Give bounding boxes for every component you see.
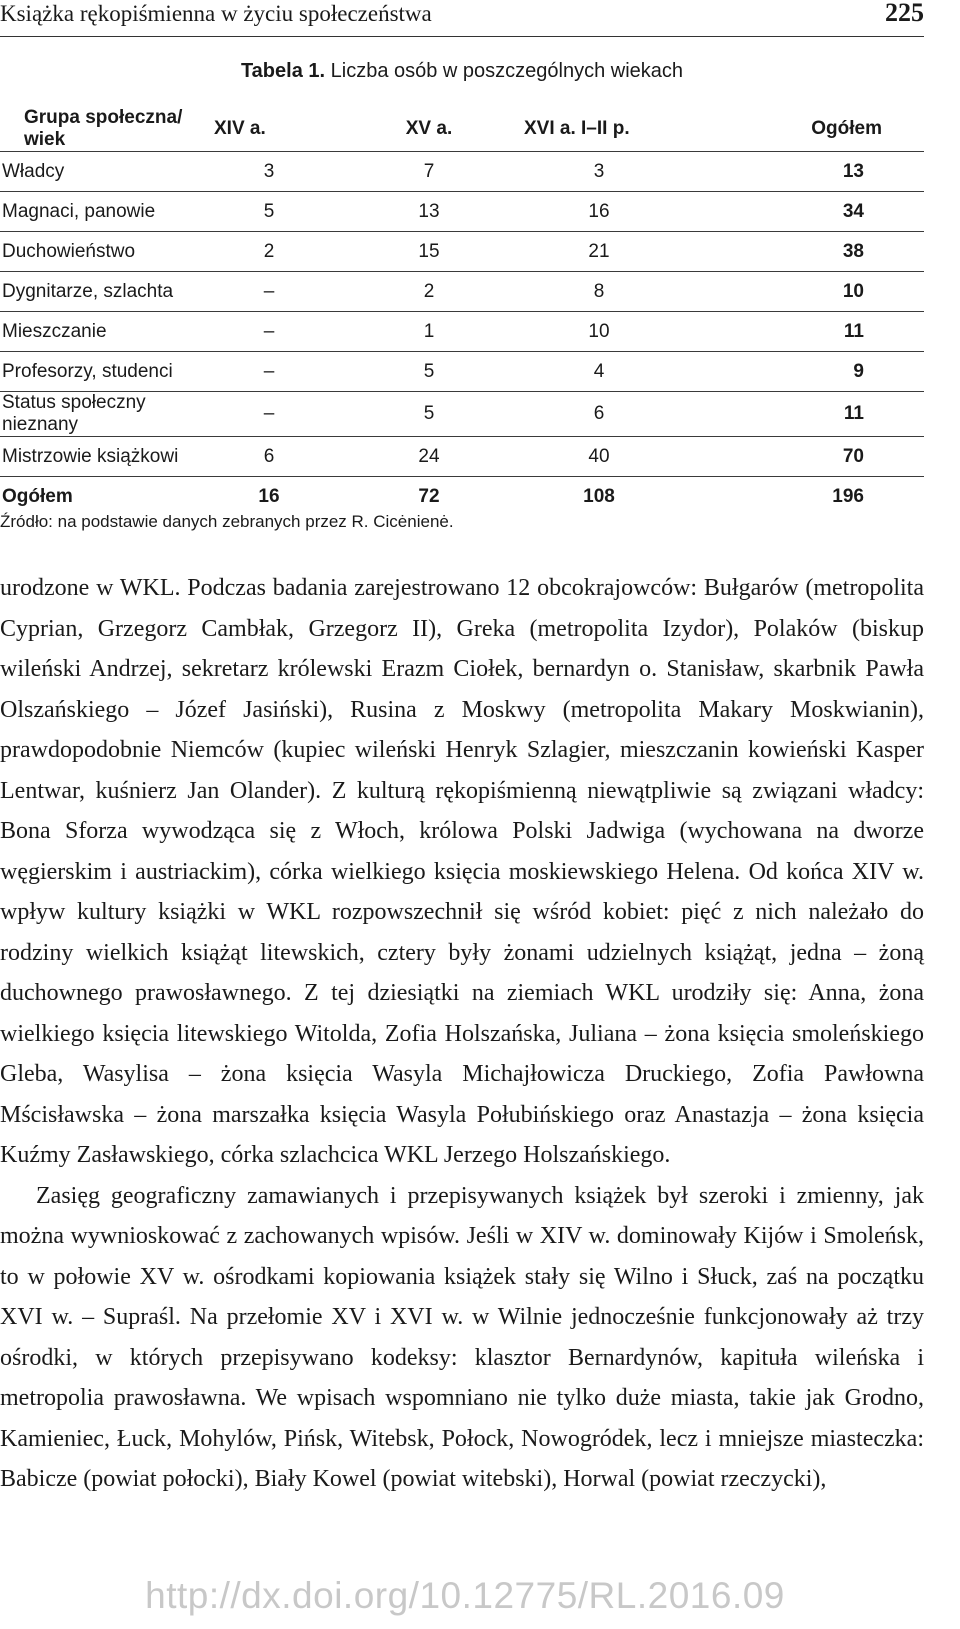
data-table <box>0 107 924 516</box>
table-cell: 40 <box>514 437 684 477</box>
table-cell: 16 <box>258 485 280 507</box>
running-title: Książka rękopiśmienna w życiu społeczeństwa <box>0 1 432 26</box>
table-cell: 5 <box>344 392 514 437</box>
table-cell: 13 <box>344 192 514 232</box>
table-cell: Ogółem <box>2 485 73 507</box>
column-header: XV a. <box>344 107 514 152</box>
table-cell: – <box>194 392 344 437</box>
table-row <box>0 272 924 312</box>
table-cell: 11 <box>684 312 924 352</box>
paragraph: Zasięg geograficzny zamawianych i przepisywanych książek był szeroki i zmienny, jak można wywnioskować z zachowanych wpisów. Jeśli w XIV w. dominowały Kijów i Smoleńsk, to w połowie XV w. ośrodkami kopiowania książek stały się Wilno i Słuck, zaś na początku XVI w. – Supraśl. Na przełomie XV i XVI w. w Wilnie jednocześnie funkcjonowały aż trzy ośrodki, w których przepisywano kodeksy: klasztor Bernardynów, kapituła wileńska i metropolia prawosławna. We wpisach wspomniano nie tylko duże miasta, takie jak Grodno, Kamieniec, Łuck, Mohylów, Pińsk, Witebsk, Połock, Nowogródek, lecz i mniejsze miasteczka: Babicze (powiat połocki), Biały Kowel (powiat witebski), Horwal (powiat rzeczycki), <box>0 1182 924 1492</box>
table-cell: Magnaci, panowie <box>0 192 194 232</box>
column-header: Grupa społeczna/ wiek <box>0 107 194 152</box>
table-cell: Mieszczanie <box>0 312 194 352</box>
table-cell: Mistrzowie książkowi <box>0 437 194 477</box>
table-cell: Dygnitarze, szlachta <box>0 272 194 312</box>
table-cell: 24 <box>344 437 514 477</box>
table-cell: 10 <box>514 312 684 352</box>
table-row <box>0 152 924 192</box>
table-source-note: Źródło: na podstawie danych zebranych przez R. Cicėnienė. <box>0 512 454 531</box>
table-cell: Status społeczny nieznany <box>0 392 194 437</box>
running-header <box>0 0 924 37</box>
table-cell: 196 <box>832 485 864 507</box>
table-row <box>0 192 924 232</box>
table-row <box>0 352 924 392</box>
table-row <box>0 312 924 352</box>
table-caption-label: Tabela 1. <box>240 60 326 82</box>
table-cell: 38 <box>684 232 924 272</box>
table-row <box>0 232 924 272</box>
table-cell: 16 <box>514 192 684 232</box>
table-cell: 11 <box>684 392 924 437</box>
doi-watermark: http://dx.doi.org/10.12775/RL.2016.09 <box>145 1575 785 1616</box>
table-cell: 70 <box>684 437 924 477</box>
table-cell: 2 <box>194 232 344 272</box>
column-header: Ogółem <box>684 107 924 152</box>
table-row <box>0 437 924 477</box>
page-number: 225 <box>885 0 924 27</box>
table-cell: 1 <box>344 312 514 352</box>
table-cell: 3 <box>514 152 684 192</box>
table-row <box>0 392 924 437</box>
table-cell: 6 <box>514 392 684 437</box>
table-cell: 15 <box>344 232 514 272</box>
table-cell: 3 <box>194 152 344 192</box>
paragraph: urodzone w WKL. Podczas badania zarejestrowano 12 obcokrajowców: Bułgarów (metropolita Cyprian, Grzegorz Cambłak, Grzegorz II), Greka (metropolita Izydor), Polaków (biskup wileński Andrzej, sekretarz królewski Erazm Ciołek, bernardyn o. Stanisław, skarbnik Pawła Olszańskiego – Józef Jasiński), Rusina z Moskwy (metropolita Makary Moskwianin), prawdopodobnie Niemców (kupiec wileński Henryk Szlagier, mieszczanin kowieński Kasper Lentwar, kuśnierz Jan Olander). Z kulturą rękopiśmienną niewątpliwie są związani władcy: Bona Sforza wywodząca się z Włoch, królowa Polski Jadwiga (wychowana na dworze węgierskim i austriackim), córka wielkiego księcia moskiewskiego Helena. Od końca XIV w. wpływ kultury książki w WKL rozpowszechnił się wśród kobiet: pięć z nich należało do rodziny wielkich książąt litewskich, cztery były żonami udzielnych książąt, jedna – żoną duchownego prawosławnego. Z tej dziesiątki na ziemiach WKL urodziły się: Anna, żona wielkiego księcia litewskiego Witolda, Zofia Holszańska, Juliana – żona księcia smoleńskiego Gleba, Wasylisa – żona księcia Wasyla Michajłowicza Druckiego, Zofia Pawłowna Mścisławska – żona marszałka księcia Wasyla Połubińskiego oraz Anastazja – żona księcia Kuźmy Zasławskiego, córka szlachcica WKL Jerzego Holszańskiego. <box>0 575 924 1168</box>
table-cell: 72 <box>418 485 440 507</box>
body-text <box>0 568 924 1500</box>
table-cell: 10 <box>684 272 924 312</box>
table-cell: Duchowieństwo <box>0 232 194 272</box>
table-cell: 13 <box>684 152 924 192</box>
table-cell: 7 <box>344 152 514 192</box>
table-cell: – <box>194 272 344 312</box>
table-cell: 8 <box>514 272 684 312</box>
table-cell: – <box>194 352 344 392</box>
table-caption-text: Liczba osób w poszczególnych wiekach <box>330 60 684 82</box>
table-cell: 9 <box>684 352 924 392</box>
table-header-row <box>0 107 924 152</box>
table-cell: 108 <box>583 485 615 507</box>
table-cell: 5 <box>194 192 344 232</box>
table-cell: 21 <box>514 232 684 272</box>
table-cell: 6 <box>194 437 344 477</box>
table-cell: Profesorzy, studenci <box>0 352 194 392</box>
table-cell: – <box>194 312 344 352</box>
column-header: XVI a. I–II p. <box>514 107 684 152</box>
table-caption <box>0 58 924 84</box>
table-cell: 4 <box>514 352 684 392</box>
table-cell: 5 <box>344 352 514 392</box>
table-cell: Władcy <box>0 152 194 192</box>
table-cell: 34 <box>684 192 924 232</box>
table-cell: 2 <box>344 272 514 312</box>
column-header: XIV a. <box>194 107 344 152</box>
